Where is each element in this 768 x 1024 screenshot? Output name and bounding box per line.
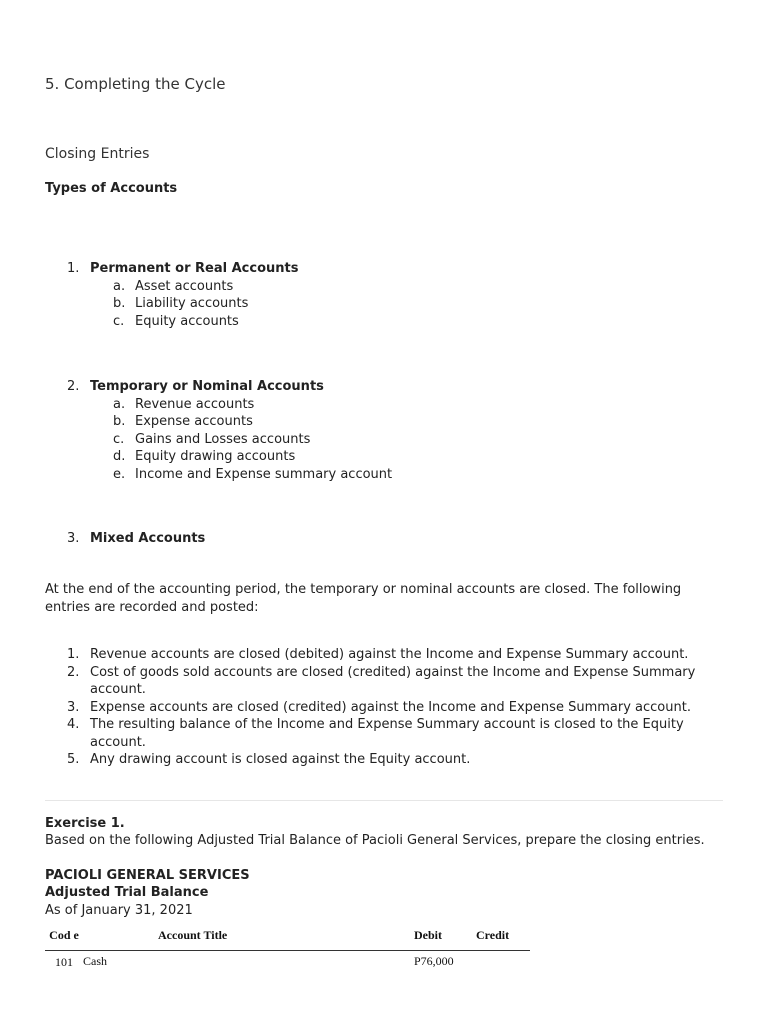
report-title: Adjusted Trial Balance — [45, 885, 209, 900]
header-credit: Credit — [476, 920, 530, 951]
list-letter: c. — [113, 313, 125, 329]
account-type-mixed — [67, 530, 205, 548]
divider — [45, 800, 723, 801]
account-type-label: Temporary or Nominal Accounts — [90, 379, 324, 394]
list-number: 2. — [67, 664, 80, 680]
list-item — [113, 313, 298, 331]
types-heading: Types of Accounts — [45, 181, 178, 196]
intro-paragraph: At the end of the accounting period, the temporary or nominal accounts are closed. The following entries are recorded and posted: — [45, 582, 682, 615]
cell-debit: P76,000 — [414, 954, 454, 968]
list-item — [67, 751, 717, 769]
list-letter: d. — [113, 449, 126, 464]
table-row — [45, 951, 530, 973]
sub-list — [113, 396, 392, 484]
list-item-text: Equity drawing accounts — [135, 449, 296, 464]
header-account-title: Account Title — [83, 920, 414, 951]
list-letter: c. — [113, 431, 125, 447]
exercise-title: Exercise 1. — [45, 816, 125, 831]
list-letter: a. — [113, 396, 126, 412]
list-letter: e. — [113, 466, 126, 482]
trial-balance-table — [45, 920, 530, 972]
exercise-instruction: Based on the following Adjusted Trial Balance of Pacioli General Services, prepare the closing entries. — [45, 833, 705, 848]
list-item — [67, 699, 717, 717]
list-item — [113, 396, 392, 414]
cell-account-title: Cash — [83, 954, 107, 968]
header-debit: Debit — [414, 920, 476, 951]
table-header-row — [45, 920, 530, 951]
list-letter: a. — [113, 278, 126, 294]
list-number: 3. — [67, 531, 80, 546]
list-item-text: Liability accounts — [135, 296, 249, 311]
account-type-label: Permanent or Real Accounts — [90, 261, 299, 276]
list-item — [67, 716, 717, 751]
cell-credit — [476, 951, 530, 973]
report-date: As of January 31, 2021 — [45, 903, 193, 918]
list-item-text: Gains and Losses accounts — [135, 431, 311, 447]
sub-list — [113, 278, 298, 331]
list-item-text: Any drawing account is closed against the Equity account. — [90, 752, 471, 767]
list-number: 4. — [67, 717, 80, 732]
list-number: 3. — [67, 699, 80, 715]
list-number: 2. — [67, 379, 80, 394]
closing-steps-list — [67, 646, 717, 769]
list-item-text: Revenue accounts are closed (debited) against the Income and Expense Summary account. — [90, 647, 689, 662]
list-number: 1. — [67, 647, 80, 662]
cell-code: 101 — [55, 954, 73, 969]
list-item-text: Revenue accounts — [135, 396, 255, 412]
subsection-title: Closing Entries — [45, 146, 150, 162]
list-item — [67, 646, 717, 664]
header-code: Cod e — [45, 920, 83, 951]
list-item-text: Asset accounts — [135, 278, 234, 294]
list-item — [113, 413, 392, 431]
company-name: PACIOLI GENERAL SERVICES — [45, 868, 250, 883]
list-item — [67, 664, 717, 699]
list-number: 1. — [67, 261, 80, 276]
list-item-text: Income and Expense summary account — [135, 466, 393, 482]
list-item — [113, 295, 298, 313]
section-title: 5. Completing the Cycle — [45, 75, 226, 93]
list-number: 5. — [67, 752, 80, 767]
list-item — [113, 278, 298, 296]
account-type-permanent — [67, 260, 298, 330]
list-item — [113, 448, 392, 466]
account-type-label: Mixed Accounts — [90, 531, 206, 546]
account-type-temporary — [67, 378, 392, 483]
list-item-text: Cost of goods sold accounts are closed (credited) against the Income and Expense Summary account. — [90, 664, 696, 697]
list-item-text: Expense accounts are closed (credited) against the Income and Expense Summary account. — [90, 699, 691, 715]
list-letter: b. — [113, 414, 126, 429]
list-letter: b. — [113, 296, 126, 311]
list-item — [113, 431, 392, 449]
list-item-text: The resulting balance of the Income and Expense Summary account is closed to the Equity account. — [90, 717, 684, 750]
list-item — [113, 466, 392, 484]
list-item-text: Equity accounts — [135, 313, 239, 329]
list-item-text: Expense accounts — [135, 414, 253, 429]
